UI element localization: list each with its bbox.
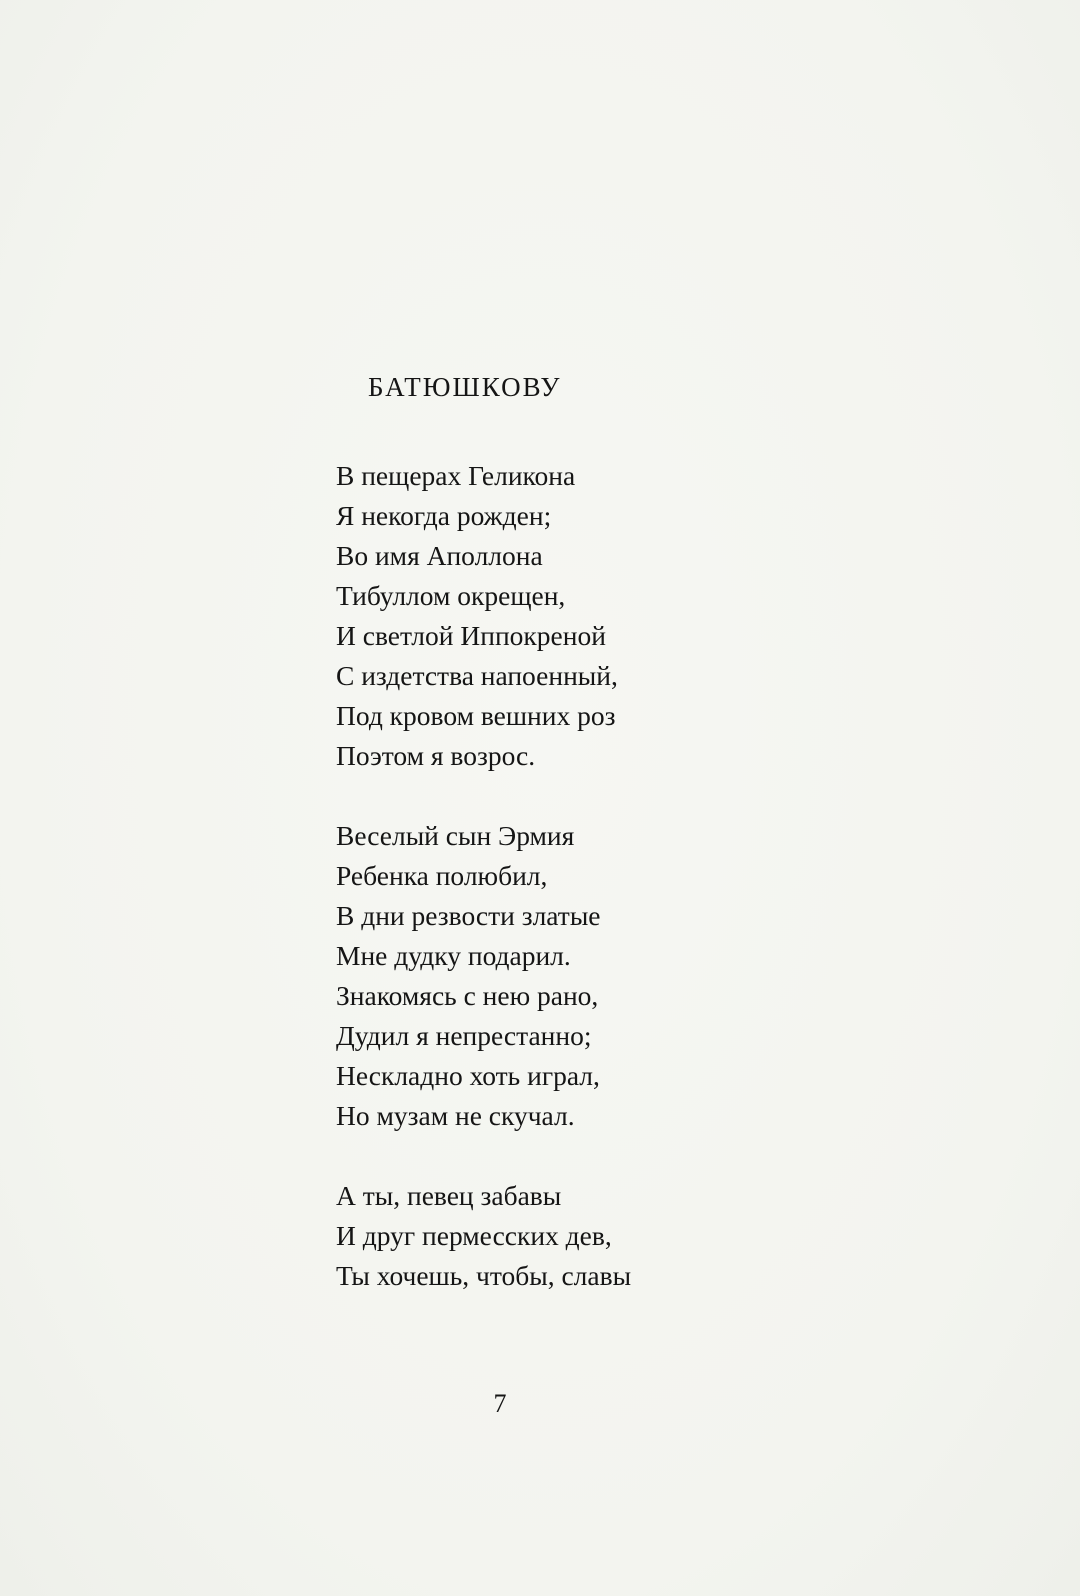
poem-line: И светлой Иппокреной (336, 620, 606, 651)
poem-line: Поэтом я возрос. (336, 740, 536, 771)
poem-line: В дни резвости златые (336, 900, 601, 931)
poem-line: Нескладно хоть играл, (336, 1060, 600, 1091)
poem-line: Но музам не скучал. (336, 1100, 575, 1131)
poem-line: Тибуллом окрещен, (336, 580, 566, 611)
poem-line: А ты, певец забавы (336, 1180, 562, 1211)
poem-line: Во имя Аполлона (336, 540, 543, 571)
poem-line: Веселый сын Эрмия (336, 820, 575, 851)
stanza-2 (336, 816, 796, 1136)
poem-line: Под кровом вешних роз (336, 700, 616, 731)
poem-line: И друг пермесских дев, (336, 1220, 612, 1251)
poem-line: Дудил я непрестанно; (336, 1020, 592, 1051)
poem-body (336, 456, 796, 1336)
poem-line: Ты хочешь, чтобы, славы (336, 1260, 632, 1291)
poem-line: Знакомясь с нею рано, (336, 980, 599, 1011)
poem-line: Мне дудку подарил. (336, 940, 571, 971)
poem-line: Ребенка полюбил, (336, 860, 548, 891)
poem-line: С издетства напоенный, (336, 660, 618, 691)
stanza-1 (336, 456, 796, 776)
poem-title: БАТЮШКОВУ (368, 372, 562, 402)
poem-line: В пещерах Геликона (336, 460, 576, 491)
poem-line: Я некогда рожден; (336, 500, 552, 531)
page-number: 7 (493, 1389, 507, 1418)
stanza-3 (336, 1176, 796, 1296)
